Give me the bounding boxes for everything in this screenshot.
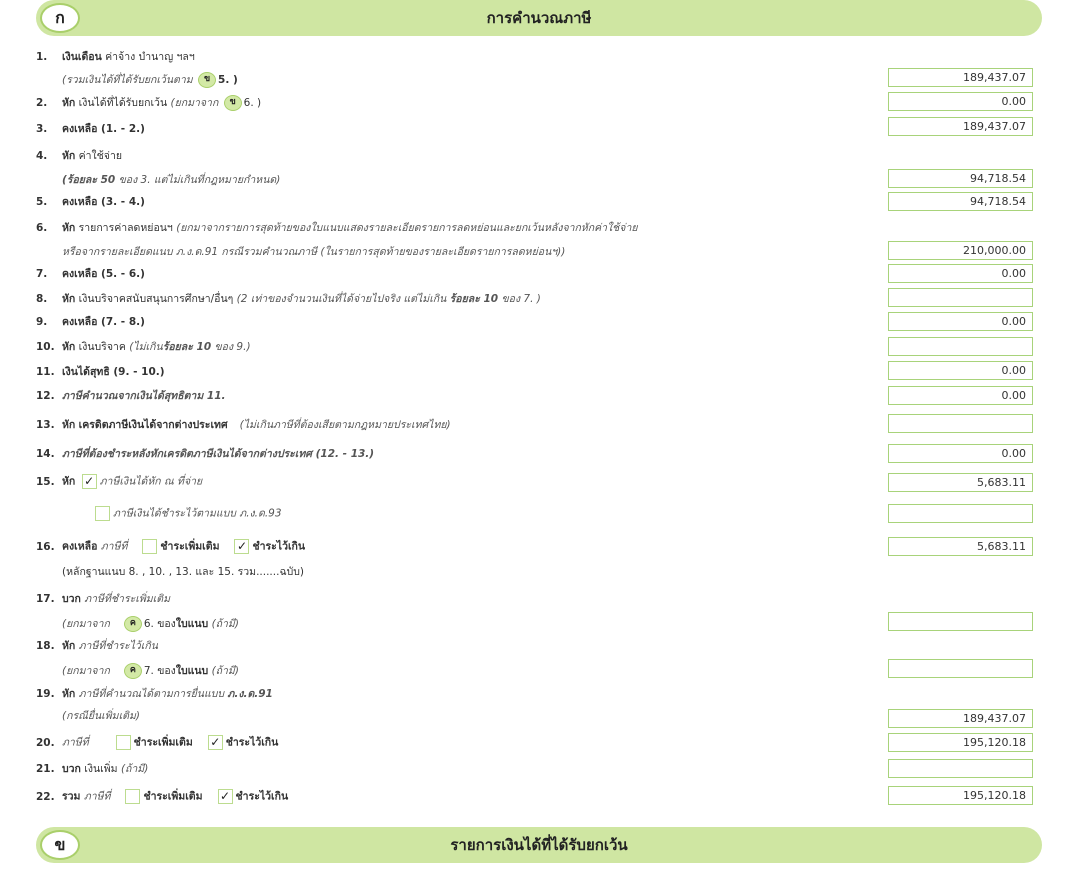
pay-more-checkbox[interactable] <box>116 735 131 750</box>
row-11-label: 11. เงินได้สุทธิ (9. - 10.) <box>36 366 165 378</box>
row-13-value[interactable] <box>888 414 1033 433</box>
row-14-value[interactable]: 0.00 <box>888 444 1033 463</box>
pnd93-checkbox[interactable] <box>95 506 110 521</box>
row-3-value[interactable]: 189,437.07 <box>888 117 1033 136</box>
row-16-value[interactable]: 5,683.11 <box>888 537 1033 556</box>
overpaid-checkbox[interactable]: ✓ <box>234 539 249 554</box>
badge-kho-khwai: ค <box>124 663 142 679</box>
section-b-title: รายการเงินได้ที่ได้รับยกเว้น <box>450 836 628 854</box>
row-19-label: 19. หัก ภาษีที่คำนวณได้ตามการยื่นแบบ ภ.ง.ด.91 <box>36 688 273 700</box>
badge-kho: ข <box>198 72 216 88</box>
row-7-label: 7. คงเหลือ (5. - 6.) <box>36 268 145 280</box>
row-13-label: 13. หัก เครดิตภาษีเงินได้จากต่างประเทศ (ไม่เกินภาษีที่ต้องเสียตามกฎหมายประเทศไทย) <box>36 419 451 431</box>
row-21-value[interactable] <box>888 759 1033 778</box>
section-b-header <box>36 827 1042 863</box>
badge-kho: ข <box>224 95 242 111</box>
badge-kho-khwai: ค <box>124 616 142 632</box>
section-a-title: การคำนวณภาษี <box>486 9 592 27</box>
row-10-value[interactable] <box>888 337 1033 356</box>
section-a-header <box>36 0 1042 36</box>
row-9-label: 9. คงเหลือ (7. - 8.) <box>36 316 145 328</box>
row-1-value[interactable]: 189,437.07 <box>888 68 1033 87</box>
row-19-value[interactable]: 189,437.07 <box>888 709 1033 728</box>
row-20-label: 20. ภาษีที่ ชำระเพิ่มเติม ✓ ชำระไว้เกิน <box>36 735 279 749</box>
row-16-label: 16. คงเหลือ ภาษีที่ ชำระเพิ่มเติม ✓ ชำระไว้เกิน <box>36 539 306 553</box>
overpaid-checkbox[interactable]: ✓ <box>208 735 223 750</box>
row-15b-label: ภาษีเงินได้ชำระไว้ตามแบบ ภ.ง.ด.93 <box>36 506 932 521</box>
row-18-note: (ยกมาจาก ค 7. ของใบแนบ (ถ้ามี) <box>62 665 239 677</box>
row-6-label: 6. หัก รายการค่าลดหย่อนฯ (ยกมาจากรายการสุดท้ายของใบแนบแสดงรายละเอียดรายการลดหย่อนและยกเว้นหลังจากหักค่าใช้จ่าย <box>36 222 638 234</box>
overpaid-checkbox[interactable]: ✓ <box>218 789 233 804</box>
row-2-value[interactable]: 0.00 <box>888 92 1033 111</box>
row-4-label: 4. หัก ค่าใช้จ่าย <box>36 150 122 162</box>
row-21-label: 21. บวก เงินเพิ่ม (ถ้ามี) <box>36 763 149 775</box>
row-22-label: 22. รวม ภาษีที่ ชำระเพิ่มเติม ✓ ชำระไว้เกิน <box>36 789 289 803</box>
row-12-value[interactable]: 0.00 <box>888 386 1033 405</box>
row-11-value[interactable]: 0.00 <box>888 361 1033 380</box>
row-7-value[interactable]: 0.00 <box>888 264 1033 283</box>
row-1-note: (รวมเงินได้ที่ได้รับยกเว้นตาม ข 5. ) <box>62 74 238 86</box>
row-17-note: (ยกมาจาก ค 6. ของใบแนบ (ถ้ามี) <box>62 618 239 630</box>
row-3-label: 3. คงเหลือ (1. - 2.) <box>36 123 145 135</box>
row-8-value[interactable] <box>888 288 1033 307</box>
withholding-checkbox[interactable]: ✓ <box>82 474 97 489</box>
row-20-value[interactable]: 195,120.18 <box>888 733 1033 752</box>
row-15-value[interactable]: 5,683.11 <box>888 473 1033 492</box>
row-4-value[interactable]: 94,718.54 <box>888 169 1033 188</box>
row-9-value[interactable]: 0.00 <box>888 312 1033 331</box>
row-15-label: 15. หัก ✓ ภาษีเงินได้หัก ณ ที่จ่าย <box>36 474 203 488</box>
row-4-note: (ร้อยละ 50 ของ 3. แต่ไม่เกินที่กฎหมายกำหนด) <box>62 174 281 186</box>
row-8-label: 8. หัก เงินบริจาคสนับสนุนการศึกษา/อื่นๆ (2 เท่าของจำนวนเงินที่ได้จ่ายไปจริง แต่ไม่เกิน ร้อยละ 10 ของ 7. ) <box>36 293 541 305</box>
row-18-value[interactable] <box>888 659 1033 678</box>
row-12-label: 12. ภาษีคำนวณจากเงินได้สุทธิตาม 11. <box>36 390 226 402</box>
row-2-label: 2. หัก เงินได้ที่ได้รับยกเว้น (ยกมาจาก ข 6. ) <box>36 97 262 109</box>
pay-more-checkbox[interactable] <box>125 789 140 804</box>
row-19-note: (กรณียื่นเพิ่มเติม) <box>62 710 141 722</box>
row-22-value[interactable]: 195,120.18 <box>888 786 1033 805</box>
row-17-label: 17. บวก ภาษีที่ชำระเพิ่มเติม <box>36 593 170 605</box>
section-a-badge: ก <box>40 3 80 33</box>
row-5-label: 5. คงเหลือ (3. - 4.) <box>36 196 145 208</box>
row-1-label: 1. เงินเดือน ค่าจ้าง บำนาญ ฯลฯ <box>36 51 195 63</box>
row-14-label: 14. ภาษีที่ต้องชำระหลังหักเครดิตภาษีเงินได้จากต่างประเทศ (12. - 13.) <box>36 448 375 460</box>
row-15b-value[interactable] <box>888 504 1033 523</box>
row-6-note: หรือจากรายละเอียดแนบ ภ.ง.ด.91 กรณีรวมคำนวณภาษี (ในรายการสุดท้ายของรายละเอียดรายการลดหย่อนฯ)) <box>62 246 566 258</box>
row-16-note: (หลักฐานแนบ 8. , 10. , 13. และ 15. รวม.......ฉบับ) <box>62 566 305 578</box>
row-5-value[interactable]: 94,718.54 <box>888 192 1033 211</box>
row-10-label: 10. หัก เงินบริจาค (ไม่เกินร้อยละ 10 ของ 9.) <box>36 341 251 353</box>
row-6-value[interactable]: 210,000.00 <box>888 241 1033 260</box>
row-18-label: 18. หัก ภาษีที่ชำระไว้เกิน <box>36 640 158 652</box>
section-b-badge: ข <box>40 830 80 860</box>
pay-more-checkbox[interactable] <box>142 539 157 554</box>
row-17-value[interactable] <box>888 612 1033 631</box>
